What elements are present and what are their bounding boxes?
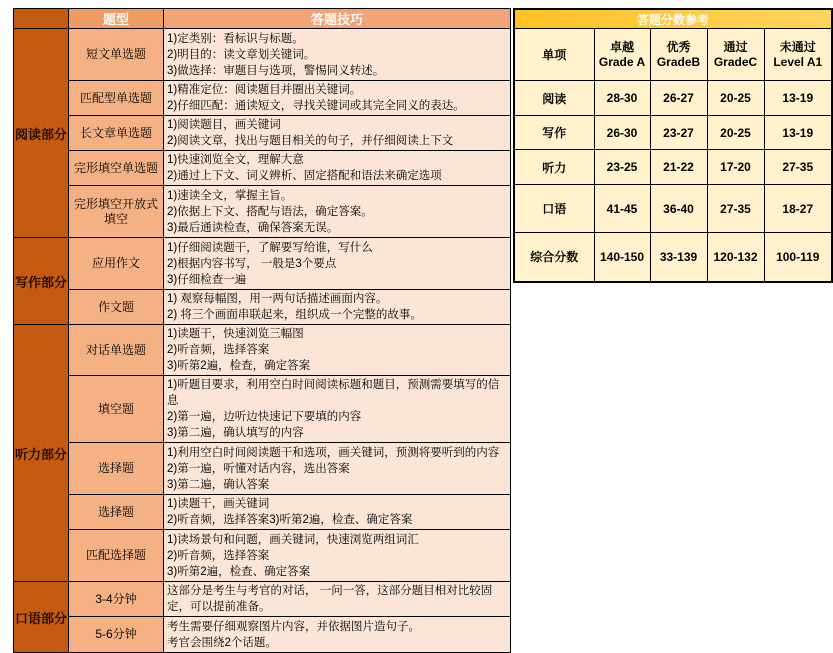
technique-cell <box>164 617 511 653</box>
grade-cn-label: 卓越 <box>609 39 634 54</box>
technique-line: 1)听题目要求，利用空白时间阅读标题和题目，预测需要填写的信息 <box>167 379 500 407</box>
score-col-header-gradeB <box>650 29 707 81</box>
technique-line: 1)快速浏览全文，理解大意 <box>167 154 304 166</box>
question-type-cell: 3-4分钟 <box>69 582 164 617</box>
question-type-cell: 完形填空单选题 <box>69 151 164 186</box>
column-header-technique: 答题技巧 <box>164 9 511 29</box>
technique-line: 2)第一遍，边听边快速记下要填的内容 <box>167 411 362 423</box>
corner-cell <box>14 9 69 29</box>
score-value: 13-19 <box>764 116 832 150</box>
technique-line: 3)仔细检查一遍 <box>167 273 247 286</box>
technique-line: 考生需要仔细观察图片内容，并依据图片造句子。 <box>167 620 420 633</box>
table-row <box>14 325 511 376</box>
score-title-row <box>514 9 832 29</box>
score-value: 23-27 <box>650 116 707 150</box>
technique-line: 这部分是考生与考官的对话， 一问一答，这部分题目相对比较固定，可以提前准备。 <box>167 585 493 613</box>
technique-cell <box>164 238 511 290</box>
technique-cell <box>164 495 511 530</box>
technique-line: 2)仔细匹配：通读短文，寻找关键词或其完全同义的表达。 <box>167 100 465 112</box>
technique-line: 1) 观察每幅图，用一两句话描述画面内容。 <box>167 293 388 305</box>
score-value: 33-139 <box>650 233 707 282</box>
score-value: 21-22 <box>650 150 707 185</box>
score-value: 41-45 <box>594 185 650 233</box>
technique-line: 2)通过上下文、词义辨析、固定搭配和语法来确定选项 <box>167 170 442 182</box>
technique-line: 3)听第2遍，检查、确定答案 <box>167 565 311 578</box>
score-value: 36-40 <box>650 185 707 233</box>
section-label-writing: 写作部分 <box>14 238 69 325</box>
technique-line: 1)读题干，画关键词 <box>167 498 270 510</box>
table-row <box>14 617 511 653</box>
technique-cell <box>164 186 511 238</box>
technique-line: 3)第二遍，确认填写的内容 <box>167 427 304 439</box>
technique-cell <box>164 81 511 116</box>
grade-en-label: GradeC <box>713 54 758 69</box>
question-type-cell: 匹配型单选题 <box>69 81 164 116</box>
technique-line: 1)读场景句和问题，画关键词，快速浏览两组词汇 <box>167 533 419 546</box>
score-row-label: 阅读 <box>514 81 594 116</box>
technique-line: 3)最后通读检查，确保答案无误。 <box>167 221 339 234</box>
question-type-cell: 选择题 <box>69 443 164 495</box>
grade-en-label: GradeB <box>656 54 701 69</box>
table-row <box>14 81 511 116</box>
score-value: 13-19 <box>764 81 832 116</box>
score-table <box>513 8 833 283</box>
score-col-header-levelA1 <box>764 29 832 81</box>
table-row <box>14 530 511 582</box>
score-value: 18-27 <box>764 185 832 233</box>
section-label-speaking: 口语部分 <box>14 582 69 653</box>
technique-line: 2)明目的：读文章划关键词。 <box>167 48 316 61</box>
technique-line: 考官会围绕2个话题。 <box>167 636 277 649</box>
technique-line: 1)利用空白时间阅读题干和选项，画关键词，预测将要听到的内容 <box>167 446 500 459</box>
technique-line: 1)读题干，快速浏览三幅图 <box>167 328 304 340</box>
technique-cell <box>164 582 511 617</box>
technique-line: 2)听音频，选择答案 <box>167 549 270 562</box>
table-row <box>14 495 511 530</box>
score-row <box>514 185 832 233</box>
technique-cell <box>164 29 511 81</box>
score-row-label: 口语 <box>514 185 594 233</box>
question-type-cell: 选择题 <box>69 495 164 530</box>
technique-line: 2) 将三个画面串联起来，组织成一个完整的故事。 <box>167 309 422 321</box>
table-row <box>14 151 511 186</box>
score-value: 27-35 <box>764 150 832 185</box>
score-col-header-gradeA <box>594 29 650 81</box>
question-type-cell: 完形填空开放式填空 <box>69 186 164 238</box>
technique-line: 2)依据上下文、搭配与语法，确定答案。 <box>167 205 373 218</box>
technique-line: 3)听第2遍，检查，确定答案 <box>167 360 311 372</box>
technique-cell <box>164 151 511 186</box>
score-value: 20-25 <box>707 116 764 150</box>
column-header-type: 题型 <box>69 9 164 29</box>
technique-table <box>13 8 511 653</box>
score-col-header-gradeC <box>707 29 764 81</box>
technique-table-header-row <box>14 9 511 29</box>
technique-cell <box>164 376 511 443</box>
question-type-cell: 5-6分钟 <box>69 617 164 653</box>
score-value: 23-25 <box>594 150 650 185</box>
question-type-cell: 作文题 <box>69 290 164 325</box>
score-row <box>514 81 832 116</box>
technique-cell <box>164 325 511 376</box>
score-value: 17-20 <box>707 150 764 185</box>
technique-line: 1)阅读题目，画关键词 <box>167 119 281 131</box>
technique-line: 3)第二遍，确认答案 <box>167 478 270 491</box>
score-value: 26-30 <box>594 116 650 150</box>
table-row <box>14 116 511 151</box>
technique-cell <box>164 443 511 495</box>
score-table-title: 答题分数参考 <box>514 9 832 29</box>
question-type-cell: 长文章单选题 <box>69 116 164 151</box>
question-type-cell: 填空题 <box>69 376 164 443</box>
technique-line: 1)定类别：看标识与标题。 <box>167 32 304 45</box>
score-value: 100-119 <box>764 233 832 282</box>
technique-line: 2)根据内容书写， 一般是3个要点 <box>167 257 337 270</box>
score-row-label: 综合分数 <box>514 233 594 282</box>
table-row <box>14 238 511 290</box>
score-col-header-item: 单项 <box>514 29 594 81</box>
technique-line: 2)第一遍，听懂对话内容，选出答案 <box>167 462 350 475</box>
score-row <box>514 116 832 150</box>
score-row <box>514 233 832 282</box>
technique-cell <box>164 116 511 151</box>
question-type-cell: 对话单选题 <box>69 325 164 376</box>
score-value: 27-35 <box>707 185 764 233</box>
technique-line: 3)做选择：审题目与选项，警惕同义转述。 <box>167 64 385 77</box>
score-value: 20-25 <box>707 81 764 116</box>
table-row <box>14 443 511 495</box>
score-row-label: 写作 <box>514 116 594 150</box>
table-row <box>14 186 511 238</box>
grade-cn-label: 通过 <box>723 39 748 54</box>
grade-cn-label: 优秀 <box>666 39 691 54</box>
tables-wrapper <box>13 8 833 653</box>
technique-line: 2)听音频，选择答案 <box>167 344 270 356</box>
score-value: 28-30 <box>594 81 650 116</box>
table-row <box>14 376 511 443</box>
grade-en-label: Level A1 <box>773 54 823 69</box>
technique-line: 2)阅读文章，找出与题目相关的句子，并仔细阅读上下文 <box>167 135 454 147</box>
score-value: 140-150 <box>594 233 650 282</box>
score-header-row <box>514 29 832 81</box>
section-label-listening: 听力部分 <box>14 325 69 582</box>
technique-line: 1)速读全文，掌握主旨。 <box>167 189 293 202</box>
question-type-cell: 匹配选择题 <box>69 530 164 582</box>
grade-en-label: Grade A <box>598 54 646 69</box>
score-value: 120-132 <box>707 233 764 282</box>
technique-cell <box>164 290 511 325</box>
technique-line: 1)仔细阅读题干，了解要写给谁，写什么 <box>167 241 373 254</box>
technique-cell <box>164 530 511 582</box>
technique-line: 2)听音频，选择答案3)听第2遍，检查、确定答案 <box>167 514 413 526</box>
section-label-reading: 阅读部分 <box>14 29 69 238</box>
question-type-cell: 短文单选题 <box>69 29 164 81</box>
table-row <box>14 29 511 81</box>
grade-cn-label: 未通过 <box>779 39 816 54</box>
score-value: 26-27 <box>650 81 707 116</box>
technique-line: 1)精准定位：阅读题目并圈出关键词。 <box>167 84 362 96</box>
table-row <box>14 582 511 617</box>
question-type-cell: 应用作文 <box>69 238 164 290</box>
score-row <box>514 150 832 185</box>
table-row <box>14 290 511 325</box>
score-row-label: 听力 <box>514 150 594 185</box>
